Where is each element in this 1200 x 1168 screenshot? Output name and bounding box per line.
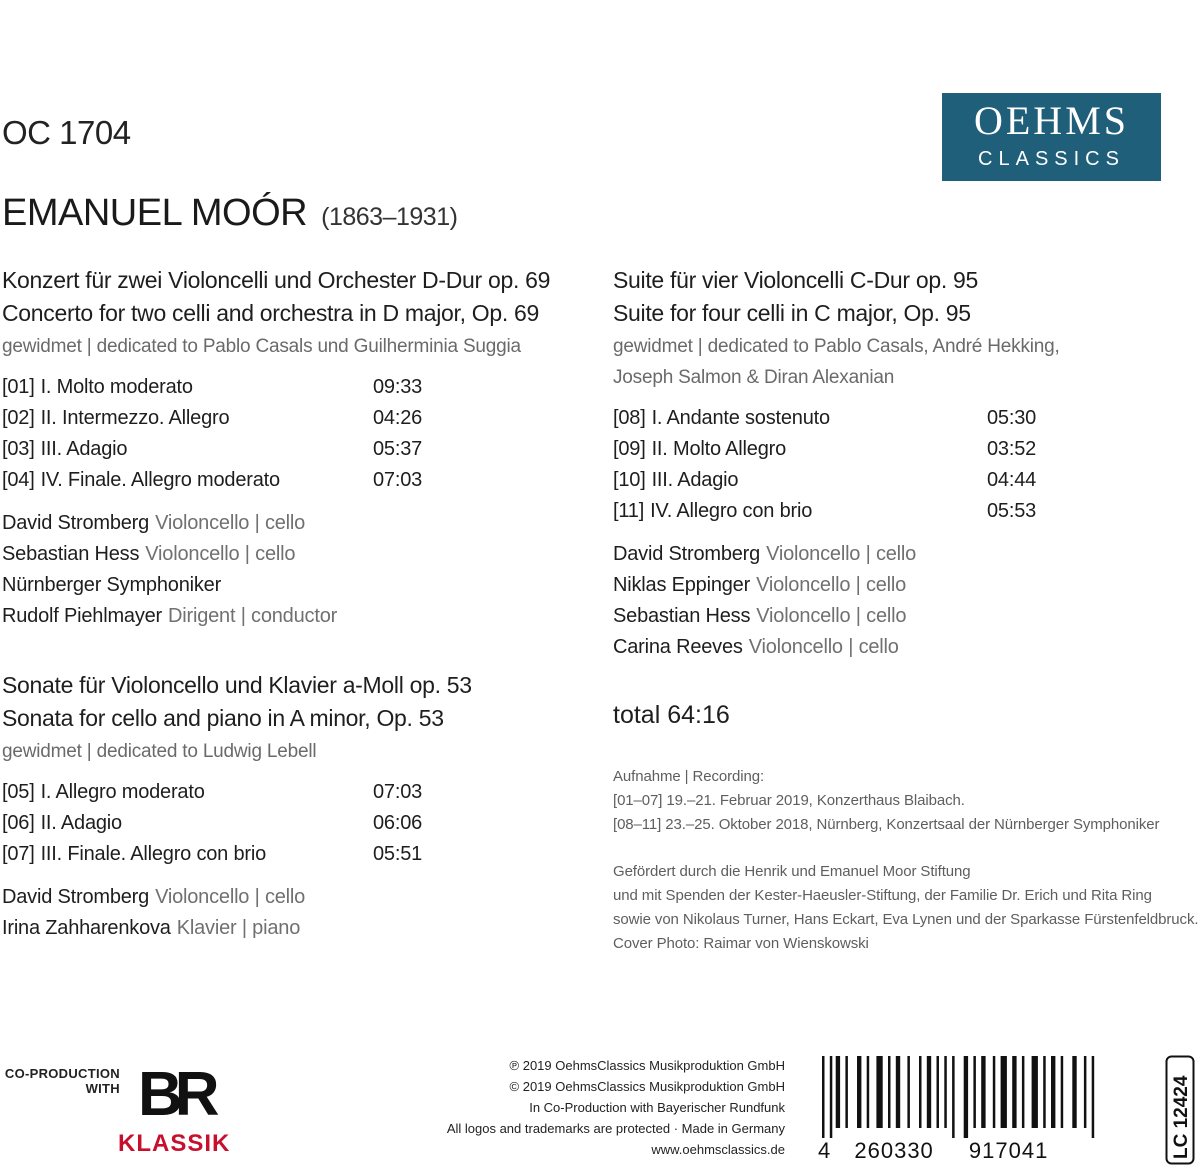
coproduction-note: In Co-Production with Bayerischer Rundfunk (529, 1100, 785, 1115)
barcode-bar (1012, 1056, 1016, 1128)
performer-name: David Stromberg (2, 512, 150, 534)
coproduction-line1: CO-PRODUCTION (4, 1066, 120, 1081)
track-list (613, 403, 1193, 527)
track-row (2, 465, 582, 496)
track-title: I. Andante sostenuto (651, 407, 830, 429)
barcode-bar (964, 1056, 968, 1138)
label-code-text: LC 12424 (1171, 1075, 1192, 1159)
performer-name: Sebastian Hess (2, 543, 140, 565)
barcode-group1: 260330 (854, 1138, 934, 1163)
barcode-bar (896, 1056, 900, 1128)
work-dedication-line1: gewidmet | dedicated to Pablo Casals, André Hekking, (613, 336, 1060, 357)
barcode-group2: 917041 (968, 1138, 1049, 1163)
track-title: III. Adagio (40, 438, 128, 460)
barcode-bar (973, 1056, 976, 1128)
performer-row (613, 539, 1193, 570)
performer-name: Carina Reeves (613, 636, 743, 658)
track-title: II. Molto Allegro (651, 438, 787, 460)
barcode-bar (1072, 1056, 1076, 1128)
track-title: II. Adagio (40, 812, 122, 834)
work-title-de: Suite für vier Violoncelli C-Dur op. 95 (613, 267, 978, 293)
performer-row (2, 570, 582, 601)
barcode-bar (927, 1056, 931, 1128)
performer-list (613, 539, 1193, 663)
barcode (816, 1056, 1101, 1138)
track-duration: 05:30 (987, 407, 1037, 429)
barcode-bar (1092, 1056, 1095, 1138)
work-concerto (2, 264, 582, 632)
track-duration: 05:37 (373, 438, 423, 460)
logo-line2: CLASSICS (978, 148, 1125, 170)
credits-line: sowie von Nikolaus Turner, Hans Eckart, Eva Lynen und der Sparkasse Fürstenfeldbruck. (613, 911, 1199, 928)
track-number: [02] (2, 407, 35, 429)
track-row (2, 403, 582, 434)
coproduction-label (2, 1066, 120, 1096)
barcode-bar (857, 1056, 861, 1128)
barcode-bar (845, 1056, 848, 1128)
track-duration: 05:51 (373, 843, 423, 865)
track-row (2, 372, 582, 403)
performer-role: Violoncello | cello (756, 605, 907, 627)
track-row (613, 465, 1193, 496)
br-logo-letters: BR (138, 1060, 212, 1129)
track-title: IV. Finale. Allegro moderato (40, 469, 280, 491)
performer-row (613, 570, 1193, 601)
performer-name: Sebastian Hess (613, 605, 751, 627)
klassik-wordmark: KLASSIK (118, 1130, 231, 1157)
performer-role: Violoncello | cello (766, 543, 917, 565)
track-duration: 04:26 (373, 407, 423, 429)
track-row (613, 496, 1193, 527)
performer-row (613, 632, 1193, 663)
work-title-de: Konzert für zwei Violoncelli und Orchester D-Dur op. 69 (2, 267, 551, 293)
track-number: [10] (613, 469, 646, 491)
track-row (2, 839, 582, 870)
credits-line: und mit Spenden der Kester-Haeusler-Stiftung, der Familie Dr. Erich und Rita Ring (613, 887, 1152, 904)
track-row (2, 434, 582, 465)
work-suite (613, 264, 1193, 663)
barcode-bar (888, 1056, 891, 1128)
track-duration: 07:03 (373, 781, 423, 803)
barcode-digits (818, 1138, 1048, 1164)
performer-name: Irina Zahharenkova (2, 917, 171, 939)
total-duration: total 64:16 (613, 701, 730, 729)
performer-role: Violoncello | cello (145, 543, 296, 565)
work-dedication: gewidmet | dedicated to Pablo Casals und Guilherminia Suggia (2, 336, 521, 357)
work-title-en: Concerto for two celli and orchestra in D major, Op. 69 (2, 300, 540, 326)
work-dedication-line2: Joseph Salmon & Diran Alexanian (613, 367, 895, 388)
track-title: II. Intermezzo. Allegro (40, 407, 230, 429)
performer-role: Violoncello | cello (155, 886, 306, 908)
legal-notice (447, 1055, 785, 1160)
barcode-bar (1051, 1056, 1055, 1128)
barcode-bar (1061, 1056, 1064, 1128)
barcode-bar (1032, 1056, 1038, 1128)
track-duration: 09:33 (373, 376, 423, 398)
performer-name: Nürnberger Symphoniker (2, 574, 222, 596)
track-number: [01] (2, 376, 35, 398)
track-title: III. Adagio (651, 469, 739, 491)
performer-name: Rudolf Piehlmayer (2, 605, 163, 627)
performer-row (2, 508, 582, 539)
track-row (2, 808, 582, 839)
track-number: [08] (613, 407, 646, 429)
performer-role: Violoncello | cello (756, 574, 907, 596)
work-title-en: Sonata for cello and piano in A minor, Op. 53 (2, 705, 444, 731)
track-list (2, 372, 582, 496)
performer-row (2, 601, 582, 632)
credits (613, 860, 1198, 956)
barcode-bar (867, 1056, 870, 1128)
barcode-bar (1084, 1056, 1087, 1128)
performer-list (2, 882, 582, 944)
track-number: [03] (2, 438, 35, 460)
track-duration: 03:52 (987, 438, 1037, 460)
track-number: [11] (613, 500, 645, 522)
track-duration: 07:03 (373, 469, 423, 491)
track-number: [06] (2, 812, 35, 834)
barcode-first-digit: 4 (818, 1138, 832, 1163)
work-title-de: Sonate für Violoncello und Klavier a-Moll op. 53 (2, 672, 472, 698)
barcode-bar (876, 1056, 882, 1128)
trademark-note: All logos and trademarks are protected · Made in Germany (446, 1121, 785, 1136)
performer-row (2, 882, 582, 913)
barcode-bar (981, 1056, 985, 1128)
performer-row (2, 539, 582, 570)
recording-line: [08–11] 23.–25. Oktober 2018, Nürnberg, Konzertsaal der Nürnberger Symphoniker (613, 816, 1160, 833)
track-row (613, 434, 1193, 465)
performer-name: David Stromberg (613, 543, 761, 565)
performer-row (613, 601, 1193, 632)
barcode-bar (907, 1056, 910, 1128)
track-title: IV. Allegro con brio (650, 500, 813, 522)
oehms-classics-logo (942, 93, 1161, 181)
barcode-bar (830, 1056, 833, 1138)
credits-line: Gefördert durch die Henrik und Emanuel Moor Stiftung (613, 863, 971, 880)
performer-role: Violoncello | cello (155, 512, 306, 534)
performer-role: Klavier | piano (176, 917, 301, 939)
website: www.oehmsclassics.de (651, 1142, 785, 1157)
copyright: © 2019 OehmsClassics Musikproduktion GmbH (509, 1079, 785, 1094)
catalog-number: OC 1704 (2, 114, 131, 151)
barcode-bar (919, 1056, 922, 1128)
work-title-en: Suite for four celli in C major, Op. 95 (613, 300, 971, 326)
track-title: I. Allegro moderato (40, 781, 205, 803)
recording-info (613, 765, 1159, 837)
barcode-bar (822, 1056, 825, 1138)
recording-label: Aufnahme | Recording: (613, 768, 765, 785)
track-duration: 04:44 (987, 469, 1037, 491)
performer-role: Violoncello | cello (748, 636, 899, 658)
work-sonata (2, 669, 582, 944)
track-title: III. Finale. Allegro con brio (40, 843, 266, 865)
track-duration: 06:06 (373, 812, 423, 834)
barcode-bar (937, 1056, 940, 1128)
track-number: [09] (613, 438, 646, 460)
barcode-bar (944, 1056, 947, 1128)
performer-role: Dirigent | conductor (168, 605, 338, 627)
composer-years: (1863–1931) (321, 203, 458, 231)
track-title: I. Molto moderato (40, 376, 193, 398)
performer-name: Niklas Eppinger (613, 574, 751, 596)
performer-name: David Stromberg (2, 886, 150, 908)
track-number: [07] (2, 843, 35, 865)
work-dedication: gewidmet | dedicated to Ludwig Lebell (2, 741, 317, 762)
br-klassik-logo (118, 1060, 248, 1162)
track-number: [04] (2, 469, 35, 491)
performer-row (2, 913, 582, 944)
coproduction-line2: WITH (85, 1081, 120, 1096)
barcode-bar (993, 1056, 996, 1128)
track-list (2, 777, 582, 870)
barcode-bar (836, 1056, 840, 1128)
label-code (1165, 1055, 1195, 1165)
logo-line1: OEHMS (973, 98, 1130, 143)
recording-line: [01–07] 19.–21. Februar 2019, Konzerthaus Blaibach. (613, 792, 965, 809)
composer-heading (2, 192, 457, 235)
barcode-bar (1022, 1056, 1025, 1128)
phonogram-copyright: ℗ 2019 OehmsClassics Musikproduktion GmbH (509, 1058, 785, 1073)
track-row (613, 403, 1193, 434)
cover-photo-credit: Cover Photo: Raimar von Wienskowski (613, 935, 869, 952)
performer-list (2, 508, 582, 632)
track-duration: 05:53 (987, 500, 1037, 522)
track-number: [05] (2, 781, 35, 803)
barcode-bar (1001, 1056, 1007, 1128)
track-row (2, 777, 582, 808)
composer-name: EMANUEL MOÓR (2, 192, 308, 234)
barcode-bar (1043, 1056, 1046, 1128)
barcode-bar (952, 1056, 955, 1138)
